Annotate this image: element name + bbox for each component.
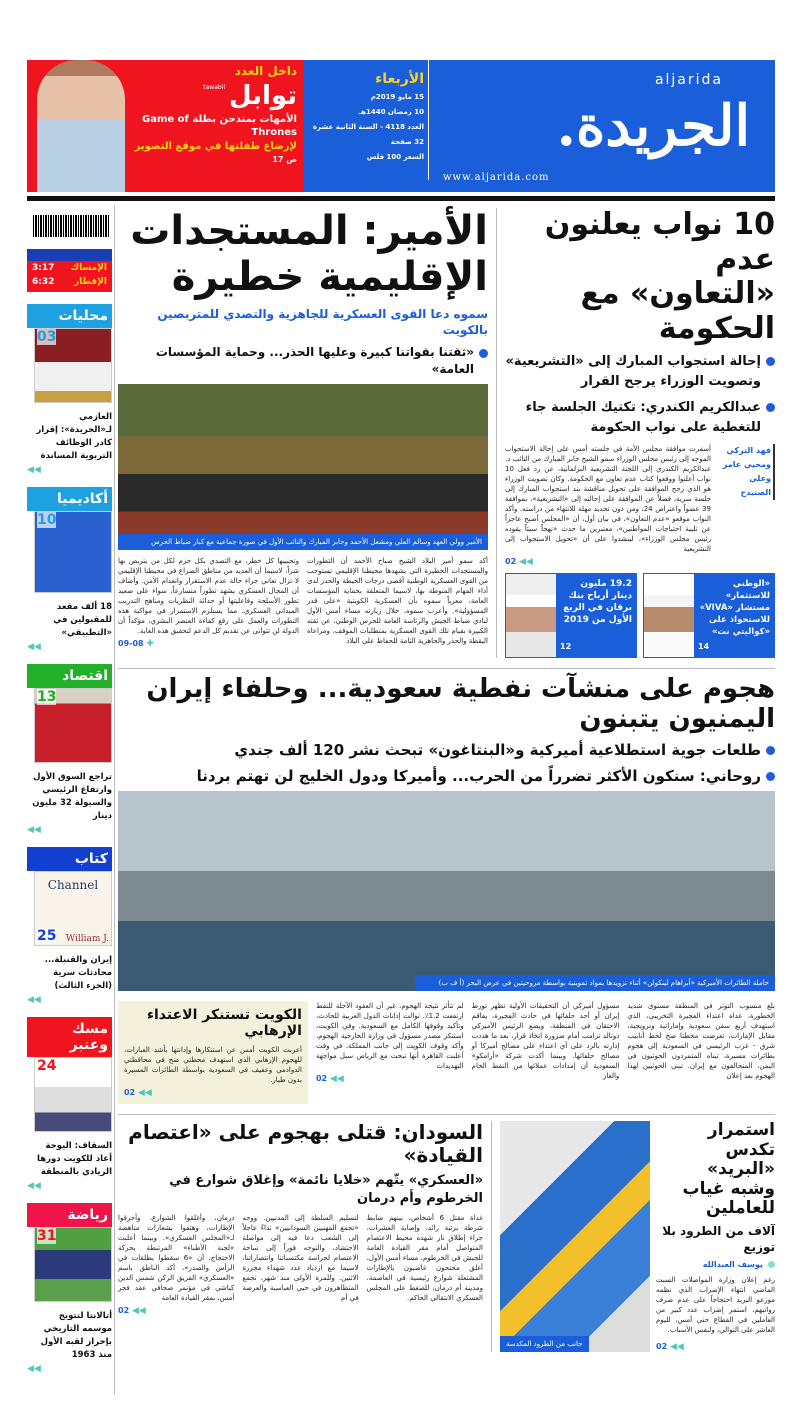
supplement-logo: توابل bbox=[229, 81, 297, 111]
issue-day: الأربعاء bbox=[375, 71, 424, 87]
sidebar-thumbnail bbox=[34, 871, 112, 946]
arrow-icon: ◀◀ bbox=[518, 557, 533, 567]
arrow-icon: ◀◀ bbox=[27, 465, 41, 475]
post-photo[interactable] bbox=[500, 1121, 650, 1352]
arrow-icon: ◀◀ bbox=[329, 1073, 344, 1084]
deputies-headline-line1: 10 نواب يعلنون عدم bbox=[544, 207, 775, 277]
brief-national-investment[interactable] bbox=[643, 573, 775, 658]
brief-photo bbox=[506, 574, 556, 657]
kuwait-condemns-box[interactable] bbox=[118, 1001, 308, 1104]
deputies-bullet-1 bbox=[505, 352, 775, 392]
emir-headline-line2: الإقليمية خطيرة bbox=[171, 254, 488, 300]
sidebar-section-header: مسك وعنبر bbox=[27, 1017, 112, 1057]
kuwait-page-number: 02 bbox=[123, 1087, 136, 1097]
bullet-icon bbox=[768, 1261, 775, 1268]
gulf-body-col1: بلغ منسوب التوتر في المنطقة مستوى شديد الخطورة، غداة اعتداء الفجيرة التخريبي، الذي استهدف أربع سفن سعودية وإماراتية ونرويجية، مقابل الإمارات، تعرضت محطتا ضخ لخط أنابيب شرق - غرب الرئيسي في السعودية إلى هجوم بطائرات مسيرة، تبناه المتمردون الحوثيون في اليمن، المتحالفون مع إيران. تبني الحوثيين لهذا الهجوم بعد إعلان bbox=[627, 1001, 775, 1080]
book-author: William J. bbox=[65, 934, 109, 944]
promo-headline[interactable]: الأمهات يمتدحن بطلة Game of Thrones bbox=[142, 114, 297, 138]
iftar-time: 6:32 bbox=[32, 277, 55, 287]
arrow-icon: ◀◀ bbox=[131, 1305, 146, 1316]
gulf-body-row bbox=[118, 1001, 775, 1104]
brief-text-box bbox=[556, 574, 636, 657]
promo-subheadline[interactable] bbox=[127, 140, 297, 166]
logo[interactable]: الجريدة. bbox=[556, 93, 750, 159]
iftar-label: الإفطار bbox=[73, 277, 107, 287]
sidebar-section-header: أكاديميا bbox=[27, 487, 112, 511]
deputies-text-row bbox=[505, 444, 775, 567]
top-row bbox=[118, 208, 775, 658]
supplement-row bbox=[127, 80, 297, 112]
sidebar-teaser: السقاف: اليوحة أعاد للكويت دورها الريادي بالمنطقة bbox=[37, 1141, 112, 1177]
emir-photo-caption: الأمير وولي العهد وسالم العلي ومشعل الأحمد وجابر المبارك والنائب الأول في صورة جماعية مع كبار ضباط الحرس bbox=[118, 534, 488, 550]
issue-date-hijri: 10 رمضان 1440هـ bbox=[358, 108, 424, 116]
arrow-icon: ◀◀ bbox=[27, 1181, 41, 1191]
sudan-page-ref[interactable] bbox=[118, 1306, 234, 1316]
emir-body-col1: أكد سمو أمير البلاد الشيخ صباح الأحمد أن التطورات والمستجدات الخطيرة التي يشهدها محيطنا الإقليمي تستوجب من القوى العسكرية الوطنية أقصى درجات الحيطة والحذر لدى أداء المهام المنوطة بها، لاسيما المتعلقة بحماية المؤسسات العامة، معرباً سموه بأن العسكرية الكويتية «على قدر المسؤولية». وأعرب سموه، خلال زيارته مساء أمس الأول لنادي ضباط الجيش والرئاسة العامة للحرس الوطني، عن ثقته الكبيرة بقيام تلك القوى العسكرية بمتطلبات الموقف، ومراعاة اليقظة والحذر والجاهزية التامة للحفاظ على البلاد bbox=[307, 557, 488, 645]
arrow-icon: ◀◀ bbox=[669, 1341, 684, 1352]
sidebar-teaser: أتالانتا لتتويج موسمه التاريخي بإحراز لقبه الأول منذ 1963 bbox=[40, 1311, 112, 1360]
sidebar-teaser: تراجع السوق الأول وارتفاع الرئيسي والسيولة 32 مليون دينار bbox=[32, 772, 112, 821]
column-divider bbox=[496, 208, 497, 658]
deputies-bullet-2 bbox=[505, 398, 775, 438]
gulf-page-ref[interactable] bbox=[316, 1074, 464, 1084]
bullet-icon bbox=[766, 403, 775, 412]
gulf-body-col3-wrap bbox=[316, 1001, 464, 1084]
emir-page-ref[interactable] bbox=[118, 639, 299, 649]
emir-body-col2-wrap bbox=[118, 556, 299, 649]
gulf-headline[interactable]: هجوم على منشآت نفطية سعودية... وحلفاء إيران اليمنيون يتبنون bbox=[146, 674, 775, 734]
thumbnail-footer bbox=[35, 1058, 111, 1075]
bullet-icon bbox=[766, 357, 775, 366]
sidebar-item-4[interactable] bbox=[27, 847, 112, 1005]
sidebar-section-header: اقتصاد bbox=[27, 664, 112, 688]
page-number: 13 bbox=[37, 689, 57, 705]
thumbnail-footer bbox=[35, 329, 111, 346]
masthead-divider bbox=[428, 60, 429, 180]
deputies-headline[interactable] bbox=[505, 208, 775, 346]
imsak-row bbox=[27, 261, 112, 275]
post-story bbox=[500, 1121, 775, 1352]
arrow-icon: ◀◀ bbox=[27, 1364, 41, 1374]
briefs-row bbox=[505, 573, 775, 658]
post-body: رغم إعلان وزارة المواصلات السبت الماضي انتهاء الإضراب الذي نظمه موزعو البريد احتجاجاً على عدم صرف رواتبهم، استمر إضراب عدد كبير من العاملين في القطاع حتى أمس، لليوم العاشر على التوالي، ولنفس الأسباب. bbox=[656, 1275, 775, 1334]
kuwait-condemns-body: أعربت الكويت أمس عن استنكارها وإدانتها بأشد العبارات، للهجوم الإرهابي الذي استهدف محطتي ضخ في محافظتي الدوادمي وعفيف في السعودية بواسطة الطائرات المسيرة بدون طيار. bbox=[123, 1045, 302, 1084]
post-headline[interactable] bbox=[656, 1121, 775, 1219]
kuwait-condemns-page bbox=[124, 1088, 302, 1098]
sidebar-divider bbox=[114, 205, 115, 1395]
issue-date-gregorian: 15 مايو 2019م bbox=[370, 93, 424, 101]
bottom-row bbox=[118, 1114, 775, 1352]
deputies-page-ref[interactable] bbox=[505, 557, 711, 567]
sidebar bbox=[27, 215, 112, 1374]
bullet-icon bbox=[766, 772, 775, 781]
page-number: 24 bbox=[37, 1058, 57, 1074]
prayer-times bbox=[27, 249, 112, 292]
arrow-icon: ◀◀ bbox=[27, 995, 41, 1005]
gulf-bullet-1 bbox=[118, 739, 775, 761]
brief-page: 12 bbox=[560, 642, 572, 651]
sudan-body-col2: لتسليم السلطة إلى المدنيين. ووجه «تجمع المهنيين السودانيين» نداءً عاجلاً إلى الشعب دعا فيه إلى مواصلة الاحتشاد، والتوجه فوراً إلى ساحة الاعتصام لحراسة مكتسباتنا وانتصاراتنا، لاسيما مع ازدياد عدد شهداء مجزرة الاثنين. وللمرة الأولى منذ شهر، تجمع المتظاهرون في حيي العباسية والعرضة في أم bbox=[242, 1213, 359, 1302]
book-title: Channel bbox=[47, 878, 99, 892]
imsak-label: الإمساك bbox=[70, 263, 107, 273]
arrow-icon: ◀◀ bbox=[137, 1087, 152, 1098]
thumbnail-footer bbox=[35, 928, 111, 945]
emir-story bbox=[118, 208, 488, 649]
emir-page-number: 09-08 bbox=[118, 639, 144, 648]
post-headline-line1: استمرار تكدس «البريد» bbox=[707, 1119, 775, 1180]
arrow-icon: ◀◀ bbox=[27, 642, 41, 652]
gulf-bullet-2-text: روحاني: سنكون الأكثر تضرراً من الحرب... وأميركا ودول الخليج لن تهتم بردنا bbox=[196, 766, 761, 785]
brief-photo bbox=[644, 574, 694, 657]
sudan-headline[interactable]: السودان: قتلى بهجوم على «اعتصام القيادة» bbox=[128, 1119, 483, 1167]
sidebar-section-header: كتاب bbox=[27, 847, 112, 871]
masthead-rule bbox=[27, 196, 775, 201]
gulf-story bbox=[118, 668, 775, 1104]
post-page-ref[interactable] bbox=[656, 1342, 775, 1352]
brief-text: 19.2 مليون دينار أرباح بنك برقان في الربع الأول من 2019 bbox=[563, 579, 632, 625]
sidebar-thumbnail bbox=[34, 688, 112, 763]
deputies-headline-line2: «التعاون» مع الحكومة bbox=[580, 276, 775, 346]
column-divider bbox=[491, 1121, 492, 1352]
sidebar-thumbnail bbox=[34, 328, 112, 403]
bullet-icon bbox=[766, 746, 775, 755]
page-number: 31 bbox=[37, 1228, 57, 1244]
logo-en: aljarida bbox=[654, 72, 723, 88]
post-subheadline: آلاف من الطرود بلا توزيع bbox=[662, 1223, 775, 1254]
deputies-bullet-2-text: عبدالكريم الكندري: تكتيك الجلسة جاء للتغطية على نواب الحكومة bbox=[525, 400, 761, 435]
thumbnail-footer bbox=[35, 512, 111, 529]
sidebar-items bbox=[27, 304, 112, 1374]
issue-pages: 32 صفحة bbox=[390, 138, 424, 146]
deputies-bullet-1-text: إحالة استجواب المبارك إلى «التشريعية» وتصويت الوزراء يرجح القرار bbox=[505, 354, 761, 389]
promo-page: ص 17 bbox=[272, 155, 297, 164]
promo-subheadline-text: لإرضاع طفلتها في موقع التصوير bbox=[134, 141, 297, 152]
deputies-byline: فهد التركي ومحيي عامر وعلي الصنيدح bbox=[717, 444, 775, 500]
sidebar-thumbnail bbox=[34, 1057, 112, 1132]
bullet-icon bbox=[479, 349, 488, 358]
emir-body-row bbox=[118, 556, 488, 649]
kuwait-condemns-headline: الكويت تستنكر الاعتداء الإرهابي bbox=[146, 1006, 302, 1039]
brief-burgan[interactable] bbox=[505, 573, 637, 658]
emir-photo[interactable] bbox=[118, 384, 488, 534]
gulf-page-number: 02 bbox=[315, 1073, 328, 1083]
sudan-body-col3-wrap bbox=[118, 1213, 234, 1316]
sudan-page-number: 02 bbox=[118, 1305, 130, 1315]
sidebar-teaser: العازمي لـ«الجريدة»: إقرار كادر الوظائف التربوية المساندة bbox=[36, 412, 112, 461]
emir-bullet bbox=[118, 344, 488, 378]
post-byline bbox=[656, 1259, 775, 1271]
gulf-body-col3: لم تتأثر نتيجة الهجوم، غير أن العقود الآجلة للنفط ارتفعت 1.2٪. توالت إدانات الدول العربية للحادث، وتأكيد وقوفها الكامل مع السعودية. وفي الكويت، استنكر مصدر مسؤول في وزارة الخارجية الهجوم، وأكد وقوف الكويت إلى جانب المملكة، في وقت أعلنت القاهرة أنها تبحث مع الرياض سبل مواجهة التهديدات bbox=[315, 1001, 464, 1070]
post-photo-caption: جانب من الطرود المكدسة bbox=[500, 1336, 589, 1352]
sidebar-item-2[interactable] bbox=[27, 487, 112, 652]
promo-photo bbox=[37, 60, 125, 192]
plus-icon: ✚ bbox=[146, 639, 154, 649]
gulf-body-col2: مسؤول أميركي أن التحقيقات الأولية تظهر تورط إيران أو أحد حلفائها في حادث الفجيرة، يفاقم الاحتقان في المنطقة، ويضع الرئيس الأميركي دونالد ترامب أمام ضرورة اتخاذ قرار، بعد ما هددت إدارته بالرد على أي اعتداء على مصالح أميركا أو مصالح حلفائها. وبينما أكدت شركة «أرامكو» السعودية أن إمدادات عملائها من النفط الخام والغاز bbox=[471, 1001, 620, 1080]
carrier-photo[interactable] bbox=[118, 791, 775, 991]
barcode bbox=[33, 215, 110, 237]
iftar-row bbox=[27, 275, 112, 289]
sidebar-section-header: محليات bbox=[27, 304, 112, 328]
brief-text: «الوطني للاستثمار» مستشار «VIVA» للاستحواذ على «كواليتي نت» bbox=[699, 579, 770, 637]
sidebar-item-5[interactable] bbox=[27, 1017, 112, 1191]
arrow-icon: ◀◀ bbox=[27, 825, 41, 835]
brief-text-box bbox=[694, 574, 774, 657]
page-number: 25 bbox=[37, 928, 57, 944]
promo-label: داخل العدد bbox=[234, 64, 297, 78]
post-headline-line2: وشبه غياب للعاملين bbox=[682, 1178, 775, 1219]
supplement-logo-en: tawabil bbox=[203, 84, 226, 91]
emir-subtitle: سموه دعا القوى العسكرية للجاهزية والتصدي للمتربصين بالكويت bbox=[157, 307, 488, 337]
sidebar-item-6[interactable] bbox=[27, 1203, 112, 1374]
emir-body-col2: وتجنيبها كل خطر، مع التصدي بكل حزم لكل من يتربص بها شراً، لاسيما أن العديد من مناطق الصراع في محيطنا الإقليمي لا تزال تعاني جراء حالة عدم الاستقرار وانعدام الأمن. وأضاف أن المجال العسكري يشهد تطوراً متسارعاً، سواء على صعيد تطور الأسلحة وفاعليتها أو حداثة النظريات ومناهج التدريب الميداني العسكري، مما يستلزم الاستمرار في مواكبة هذه التطورات والعمل على رفع كفاءة العنصر البشري، مؤكداً أن الدولة لن تتوانى عن تقديم كل الدعم لتحقيق هذه الغاية. bbox=[118, 557, 299, 635]
promo-box[interactable] bbox=[27, 60, 303, 192]
post-page-number: 02 bbox=[656, 1341, 668, 1351]
page-number: 10 bbox=[37, 512, 57, 528]
sudan-story bbox=[118, 1121, 483, 1316]
masthead bbox=[303, 60, 775, 192]
post-text bbox=[656, 1121, 775, 1352]
sidebar-section-header: رياضة bbox=[27, 1203, 112, 1227]
sidebar-thumbnail bbox=[34, 1227, 112, 1302]
sudan-body-col1: غداة مقتل 6 أشخاص، بينهم ضابط شرطة برتبة رائد، وإصابة العشرات، جراء إطلاق نار شهده محيط الاعتصام المتواصل أمام مقر القيادة العامة للجيش في الخرطوم، مساء أمس الأول، أغلق محتجون غاضبون بالإطارات المشتعلة شوارع رئيسية في العاصمة، ومدينة أم درمان، للضغط على المجلس العسكري الانتقالي الحاكم. bbox=[366, 1213, 483, 1302]
thumbnail-footer bbox=[35, 1228, 111, 1245]
emir-headline[interactable] bbox=[118, 208, 488, 300]
issue-info bbox=[309, 68, 424, 165]
brief-page: 14 bbox=[698, 642, 710, 651]
sudan-subheadline: «العسكري» يتّهم «خلايا نائمة» وإغلاق شوارع في الخرطوم وأم درمان bbox=[169, 1172, 483, 1206]
issue-price: السعر 100 فلس bbox=[366, 153, 424, 161]
gulf-bullet-1-text: طلعات جوية استطلاعية أميركية و«البنتاغون» تبحث نشر 120 ألف جندي bbox=[234, 740, 761, 759]
deputies-body-wrap bbox=[505, 444, 711, 567]
emir-photo-block bbox=[118, 384, 488, 550]
gulf-bullet-2 bbox=[118, 765, 775, 787]
thumbnail-footer bbox=[35, 689, 111, 706]
sidebar-item-1[interactable] bbox=[27, 304, 112, 475]
main-area bbox=[118, 208, 775, 1352]
prayer-header-stars bbox=[27, 249, 112, 261]
issue-number: العدد 4118 - السنة الثانية عشرة bbox=[312, 123, 424, 131]
sidebar-teaser: 18 ألف مقعد للمقبولين في «التطبيقي» bbox=[53, 602, 112, 638]
deputies-page-number: 02 bbox=[505, 557, 517, 566]
promo-text bbox=[127, 64, 297, 166]
post-byline-text: يوسف العبدالله bbox=[702, 1259, 763, 1269]
sidebar-thumbnail bbox=[34, 511, 112, 593]
sudan-body-col3: درمان، وأغلقوا الشوارع، وأحرقوا الإطارات، وهتفوا بشعارات مناهضة لـ«المجلس العسكري». وبينما أعلنت «لجنة الأطباء» المرتبطة بحركة الاحتجاج، أن «6 سقطوا بطلقات في الرأس والصدر»، أكد الناطق باسم «العسكري» الفريق الركن شمس الدين كباشي في مؤتمر صحافي عقد فجر أمس، بمقر القيادة العامة bbox=[118, 1213, 235, 1302]
sidebar-teaser: إيران والقنبلة... محادثات سرية (الجزء الثالث) bbox=[44, 955, 112, 991]
carrier-photo-caption: حاملة الطائرات الأميركية «أبراهام لينكولن» أثناء تزويدها بمواد تموينية بواسطة مروحيتين في عرض البحر (أ ف ب) bbox=[415, 975, 775, 991]
deputies-body: أسفرت موافقة مجلس الأمة في جلسته أمس على إحالة الاستجواب الموجه إلى رئيس مجلس الوزراء سمو الشيخ جابر المبارك من النائب د. عبدالكريم الكندري إلى اللجنة التشريعية البرلمانية، عن رد فعل 10 نواب أعلنوا ووقعوا كتاب عدم تعاون مع الحكومة. وكان تصويت الوزراء هو الذي رجح الموافقة على تحويل مناقشة بند استجواب المبارك إلى جلسة سرية، فضلاً عن الموافقة على إحالته إلى «التشريعية»، بموافقة 39 عضواً واعتراض 24، ومن دون تحديد مهلة للانتهاء من دراسته. وأكد النواب موقعو «عدم التعاون»، في بيان أول، أن «المجلس أصبح عاجزاً عن تلبية احتياجات المواطنين»، معتبرين ما حدث «نهجاً سيئاً يقوده رئيس مجلس الوزراء»، لينشدوا على أن «تحويل الاستجواب إلى التشريعية bbox=[505, 445, 712, 553]
sudan-body-row bbox=[118, 1213, 483, 1316]
website-link[interactable]: www.aljarida.com bbox=[443, 172, 550, 183]
emir-bullet-text: «ثقتنا بقواتنا كبيرة وعليها الحذر... وحماية المؤسسات العامة» bbox=[155, 345, 474, 376]
page-number: 03 bbox=[37, 329, 57, 345]
deputies-story bbox=[505, 208, 775, 658]
sidebar-item-3[interactable] bbox=[27, 664, 112, 835]
imsak-time: 3:17 bbox=[32, 263, 55, 273]
emir-headline-line1: الأمير: المستجدات bbox=[130, 208, 488, 254]
